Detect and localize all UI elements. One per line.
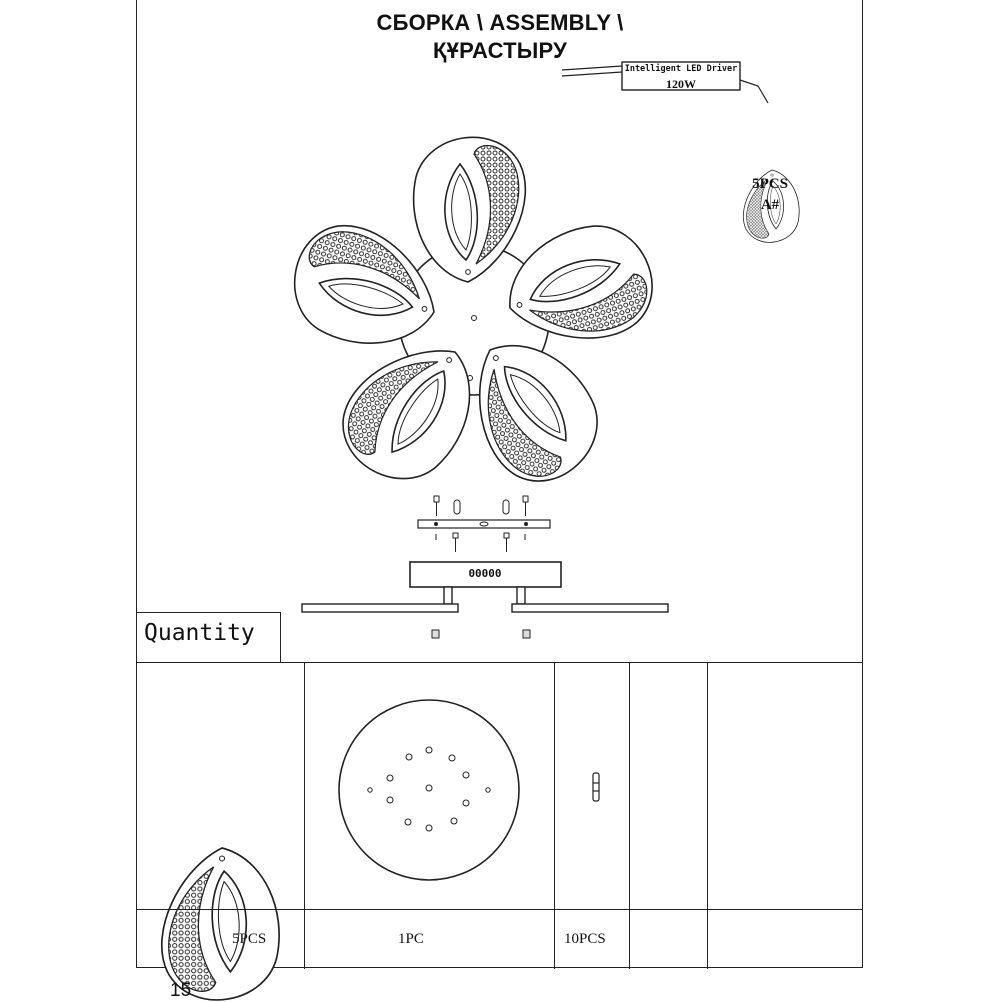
hub-code: 00000 xyxy=(468,567,502,580)
title-kazakh: ҚҰРАСТЫРУ xyxy=(433,38,567,63)
mounting-bracket xyxy=(418,520,550,528)
qty-mounting-plate: 1PC xyxy=(398,931,424,947)
callout-part-code: A# xyxy=(760,197,780,213)
quantity-label: Quantity xyxy=(144,620,255,646)
support-arms xyxy=(302,587,668,612)
mounting-screws xyxy=(434,496,528,516)
table-divider xyxy=(554,663,555,969)
quantity-table xyxy=(136,662,863,968)
quantity-label-box xyxy=(136,612,281,662)
driver-label: Intelligent LED Driver xyxy=(624,64,738,74)
table-row-divider xyxy=(136,909,863,910)
page-number: 15 xyxy=(170,980,192,1001)
qty-petal: 5PCS xyxy=(232,931,267,947)
driver-power: 120W xyxy=(666,77,696,91)
qty-connector: 10PCS xyxy=(564,931,606,947)
table-divider xyxy=(629,663,630,969)
bracket-screws xyxy=(436,533,525,552)
end-caps xyxy=(432,630,530,638)
callout-quantity: 5PCS xyxy=(752,176,788,192)
title-assembly: СБОРКА \ ASSEMBLY \ xyxy=(376,10,624,35)
table-divider xyxy=(707,663,708,969)
table-divider xyxy=(304,663,305,969)
